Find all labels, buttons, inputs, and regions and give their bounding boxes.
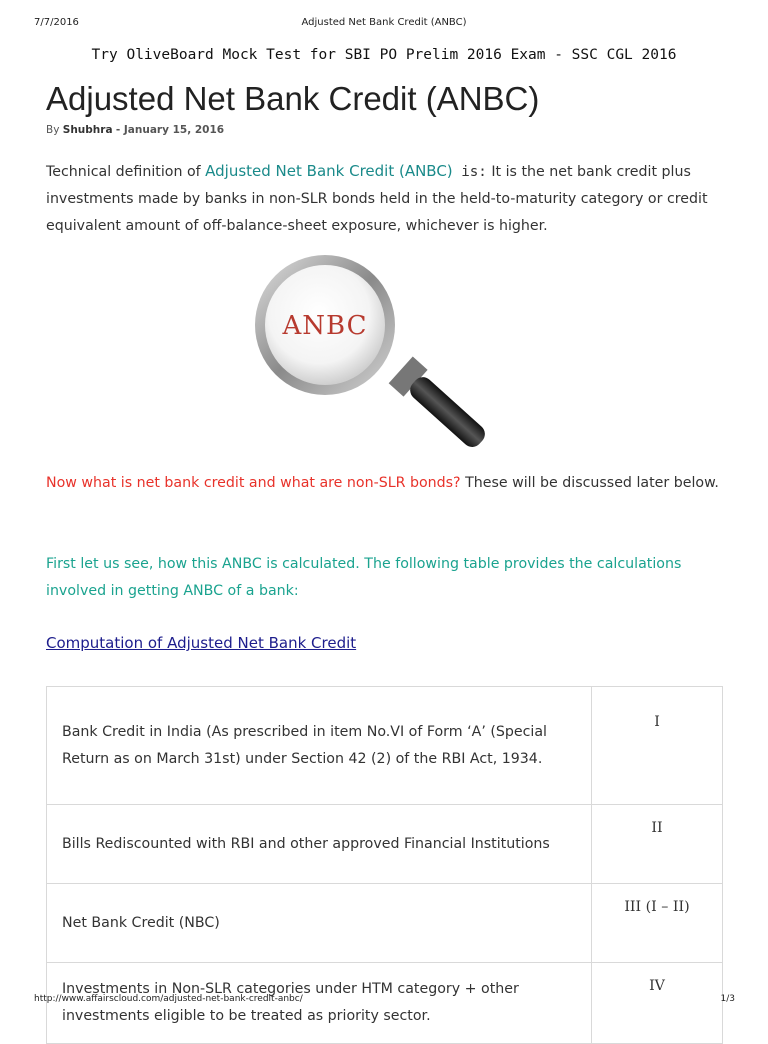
- page-url[interactable]: http://www.affairscloud.com/adjusted-net-bank-credit-anbc/: [34, 994, 303, 1004]
- anbc-image-label: ANBC: [282, 311, 368, 341]
- table-row: [47, 805, 723, 884]
- table-cell-description: Bank Credit in India (As prescribed in item No.VI of Form ‘A’ (Special Return as on March 31st) under Section 42 (2) of the RBI Act, 1934.: [47, 687, 592, 805]
- question-rest: These will be discussed later below.: [460, 475, 719, 491]
- table-cell-description: Net Bank Credit (NBC): [47, 884, 592, 963]
- anbc-magnifier-image: [245, 250, 515, 455]
- table-cell-description: Bills Rediscounted with RBI and other approved Financial Institutions: [47, 805, 592, 884]
- post-date: - January 15, 2016: [115, 124, 225, 136]
- print-header: [0, 0, 768, 30]
- byline-prefix: By: [46, 124, 60, 136]
- magnifier-handle: [389, 357, 493, 455]
- table-row: [47, 687, 723, 805]
- table-cell-code: IV: [592, 963, 723, 1044]
- definition-rest: It is the net bank credit plus investments made by banks in non-SLR bonds held in the held-to-maturity category or credit equivalent amount of off-balance-sheet exposure, whichever is higher.: [46, 164, 708, 234]
- anbc-highlight: Adjusted Net Bank Credit (ANBC): [205, 162, 453, 180]
- definition-is: is:: [452, 164, 487, 180]
- table-row: [47, 884, 723, 963]
- author-link[interactable]: Shubhra: [62, 124, 113, 136]
- table-cell-code: II: [592, 805, 723, 884]
- page-number: 1/3: [720, 994, 735, 1004]
- computation-heading-link[interactable]: Computation of Adjusted Net Bank Credit: [46, 634, 357, 652]
- definition-paragraph: [46, 158, 726, 240]
- intro-paragraph: First let us see, how this ANBC is calculated. The following table provides the calculations involved in getting ANBC of a bank:: [46, 556, 682, 599]
- promo-banner[interactable]: Try OliveBoard Mock Test for SBI PO Prelim 2016 Exam - SSC CGL 2016: [91, 47, 677, 63]
- byline: [46, 124, 224, 136]
- print-date: 7/7/2016: [34, 17, 79, 28]
- article-title: Adjusted Net Bank Credit (ANBC): [46, 80, 540, 117]
- question-text: Now what is net bank credit and what are non-SLR bonds?: [46, 475, 461, 491]
- question-paragraph: [46, 470, 726, 497]
- definition-lead: Technical definition of: [46, 164, 206, 180]
- print-title: Adjusted Net Bank Credit (ANBC): [301, 17, 467, 28]
- table-cell-description: Investments in Non-SLR categories under HTM category + other investments eligible to be treated as priority sector.: [47, 963, 592, 1044]
- anbc-computation-table: [46, 686, 723, 1044]
- table-cell-code: I: [592, 687, 723, 805]
- table-cell-code: III (I – II): [592, 884, 723, 963]
